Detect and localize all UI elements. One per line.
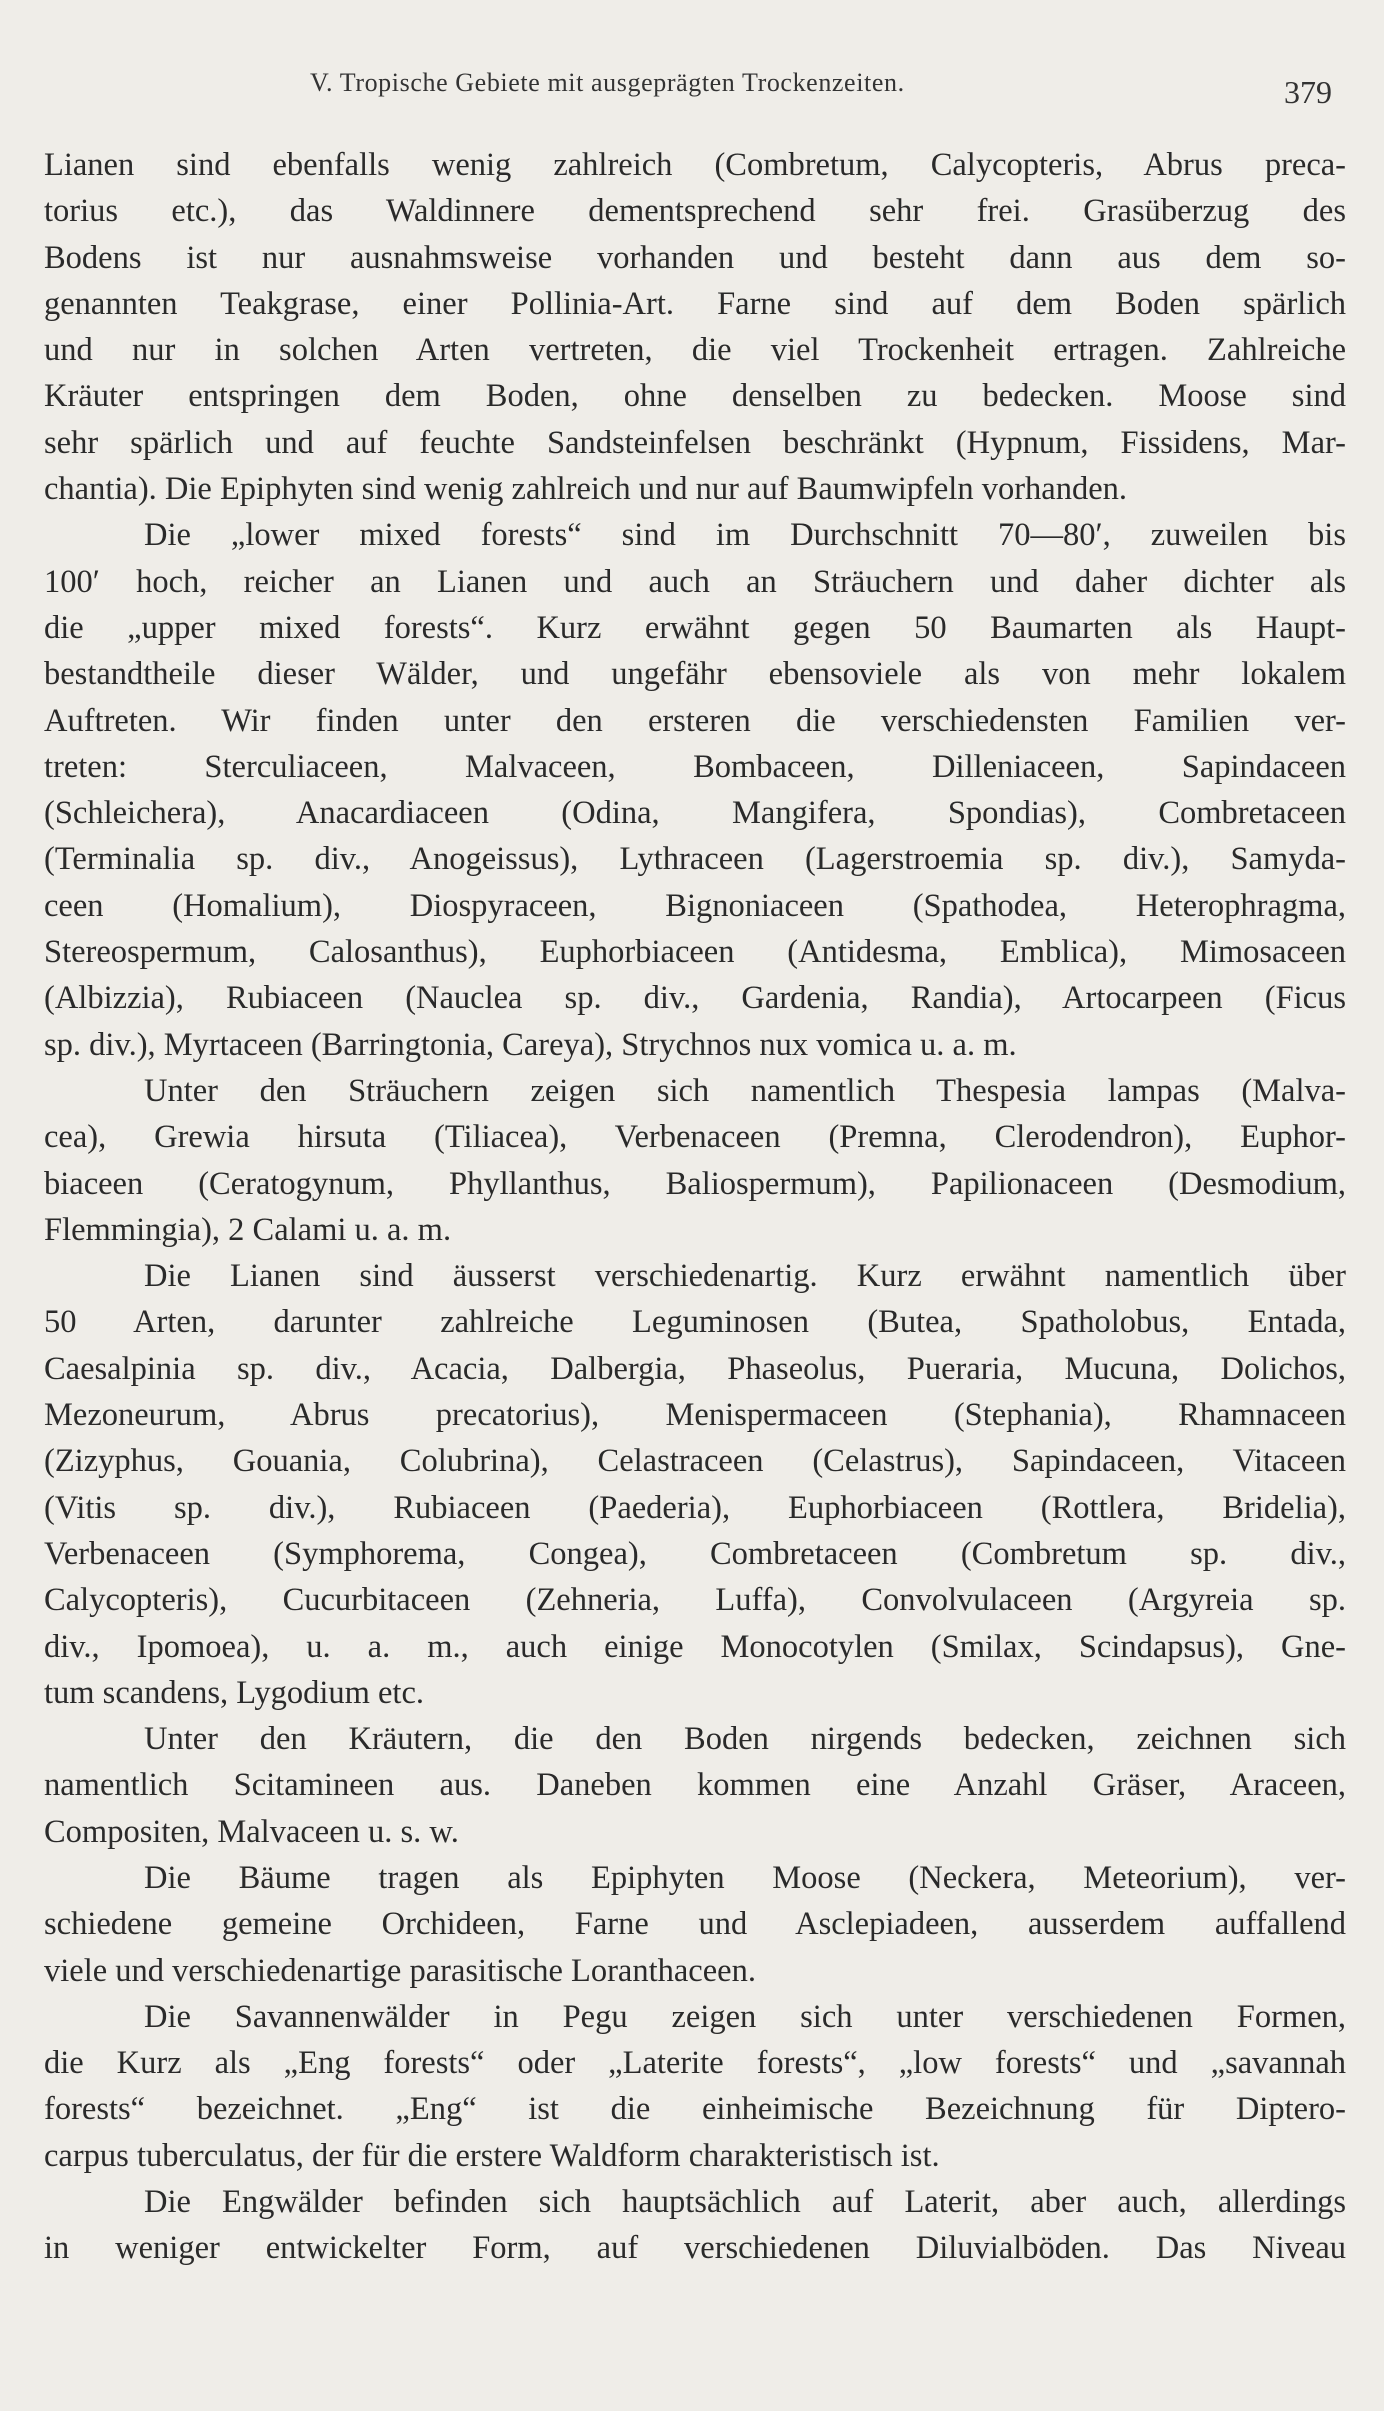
text-line: 50 Arten, darunter zahlreiche Leguminosen (Butea, Spatholobus, Entada, bbox=[44, 1304, 1346, 1341]
body-text bbox=[44, 142, 1346, 2272]
text-line: (Albizzia), Rubiaceen (Nauclea sp. div., Gardenia, Randia), Artocarpeen (Ficus bbox=[44, 980, 1346, 1017]
text-line: die Kurz als „Eng forests“ oder „Laterite forests“, „low forests“ und „savannah bbox=[44, 2045, 1346, 2082]
text-line: (Terminalia sp. div., Anogeissus), Lythraceen (Lagerstroemia sp. div.), Samyda- bbox=[44, 841, 1346, 878]
paragraph bbox=[44, 512, 1346, 1068]
text-line: (Vitis sp. div.), Rubiaceen (Paederia), Euphorbiaceen (Rottlera, Bridelia), bbox=[44, 1489, 1346, 1526]
text-line: forests“ bezeichnet. „Eng“ ist die einheimische Bezeichnung für Diptero- bbox=[44, 2091, 1346, 2128]
paragraph bbox=[44, 1068, 1346, 1253]
paragraph bbox=[44, 2179, 1346, 2272]
text-line: Die Engwälder befinden sich hauptsächlich auf Laterit, aber auch, allerdings bbox=[144, 2184, 1346, 2221]
text-line: Die „lower mixed forests“ sind im Durchschnitt 70—80′, zuweilen bis bbox=[144, 517, 1346, 554]
text-line: Flemmingia), 2 Calami u. a. m. bbox=[44, 1211, 452, 1248]
text-line: Kräuter entspringen dem Boden, ohne denselben zu bedecken. Moose sind bbox=[44, 378, 1346, 415]
text-line: Die Savannenwälder in Pegu zeigen sich unter verschiedenen Formen, bbox=[144, 1998, 1346, 2035]
text-line: Calycopteris), Cucurbitaceen (Zehneria, Luffa), Convolvulaceen (Argyreia sp. bbox=[44, 1582, 1346, 1619]
page-header bbox=[0, 60, 1384, 120]
text-line: und nur in solchen Arten vertreten, die viel Trockenheit ertragen. Zahlreiche bbox=[44, 332, 1346, 369]
text-line: 100′ hoch, reicher an Lianen und auch an Sträuchern und daher dichter als bbox=[44, 563, 1346, 600]
paragraph bbox=[44, 142, 1346, 512]
text-line: tum scandens, Lygodium etc. bbox=[44, 1674, 425, 1711]
paragraph bbox=[44, 1855, 1346, 1994]
text-line: sp. div.), Myrtaceen (Barringtonia, Careya), Strychnos nux vomica u. a. m. bbox=[44, 1026, 1017, 1063]
text-line: carpus tuberculatus, der für die erstere Waldform charakteristisch ist. bbox=[44, 2137, 940, 2174]
text-line: die „upper mixed forests“. Kurz erwähnt gegen 50 Baumarten als Haupt- bbox=[44, 609, 1346, 646]
text-line: Unter den Sträuchern zeigen sich namentlich Thespesia lampas (Malva- bbox=[144, 1072, 1346, 1109]
text-line: Stereospermum, Calosanthus), Euphorbiaceen (Antidesma, Emblica), Mimosaceen bbox=[44, 934, 1346, 971]
text-line: Caesalpinia sp. div., Acacia, Dalbergia, Phaseolus, Pueraria, Mucuna, Dolichos, bbox=[44, 1350, 1346, 1387]
running-head: V. Tropische Gebiete mit ausgeprägten Trockenzeiten. bbox=[310, 68, 905, 97]
text-line: treten: Sterculiaceen, Malvaceen, Bombaceen, Dilleniaceen, Sapindaceen bbox=[44, 748, 1346, 785]
paragraph bbox=[44, 1994, 1346, 2179]
text-line: ceen (Homalium), Diospyraceen, Bignoniaceen (Spathodea, Heterophragma, bbox=[44, 887, 1346, 924]
text-line: Die Lianen sind äusserst verschiedenartig. Kurz erwähnt namentlich über bbox=[144, 1258, 1346, 1295]
text-line: Verbenaceen (Symphorema, Congea), Combretaceen (Combretum sp. div., bbox=[44, 1535, 1346, 1572]
text-line: Compositen, Malvaceen u. s. w. bbox=[44, 1813, 459, 1850]
text-line: chantia). Die Epiphyten sind wenig zahlreich und nur auf Baumwipfeln vorhanden. bbox=[44, 471, 1128, 508]
text-line: (Schleichera), Anacardiaceen (Odina, Mangifera, Spondias), Combretaceen bbox=[44, 795, 1346, 832]
text-line: Mezoneurum, Abrus precatorius), Menispermaceen (Stephania), Rhamnaceen bbox=[44, 1397, 1346, 1434]
text-line: Auftreten. Wir finden unter den ersteren die verschiedensten Familien ver- bbox=[44, 702, 1346, 739]
text-line: cea), Grewia hirsuta (Tiliacea), Verbenaceen (Premna, Clerodendron), Euphor- bbox=[44, 1119, 1346, 1156]
text-line: (Zizyphus, Gouania, Colubrina), Celastraceen (Celastrus), Sapindaceen, Vitaceen bbox=[44, 1443, 1346, 1480]
text-line: biaceen (Ceratogynum, Phyllanthus, Baliospermum), Papilionaceen (Desmodium, bbox=[44, 1165, 1346, 1202]
text-line: Die Bäume tragen als Epiphyten Moose (Neckera, Meteorium), ver- bbox=[144, 1859, 1346, 1896]
paragraph bbox=[44, 1716, 1346, 1855]
text-line: in weniger entwickelter Form, auf verschiedenen Diluvialböden. Das Niveau bbox=[44, 2230, 1346, 2267]
text-line: Bodens ist nur ausnahmsweise vorhanden und besteht dann aus dem so- bbox=[44, 239, 1346, 276]
text-line: viele und verschiedenartige parasitische Loranthaceen. bbox=[44, 1952, 756, 1989]
text-line: namentlich Scitamineen aus. Daneben kommen eine Anzahl Gräser, Araceen, bbox=[44, 1767, 1346, 1804]
text-line: genannten Teakgrase, einer Pollinia-Art. Farne sind auf dem Boden spärlich bbox=[44, 285, 1346, 322]
text-line: schiedene gemeine Orchideen, Farne und Asclepiadeen, ausserdem auffallend bbox=[44, 1906, 1346, 1943]
paragraph bbox=[44, 1253, 1346, 1716]
text-line: Lianen sind ebenfalls wenig zahlreich (Combretum, Calycopteris, Abrus preca- bbox=[44, 147, 1346, 183]
page-number: 379 bbox=[1284, 74, 1332, 110]
text-line: Unter den Kräutern, die den Boden nirgends bedecken, zeichnen sich bbox=[144, 1721, 1346, 1758]
text-line: bestandtheile dieser Wälder, und ungefähr ebensoviele als von mehr lokalem bbox=[44, 656, 1346, 693]
text-line: torius etc.), das Waldinnere dementsprechend sehr frei. Grasüberzug des bbox=[44, 193, 1346, 230]
text-line: sehr spärlich und auf feuchte Sandsteinfelsen beschränkt (Hypnum, Fissidens, Mar- bbox=[44, 424, 1346, 461]
text-line: div., Ipomoea), u. a. m., auch einige Monocotylen (Smilax, Scindapsus), Gne- bbox=[44, 1628, 1346, 1665]
